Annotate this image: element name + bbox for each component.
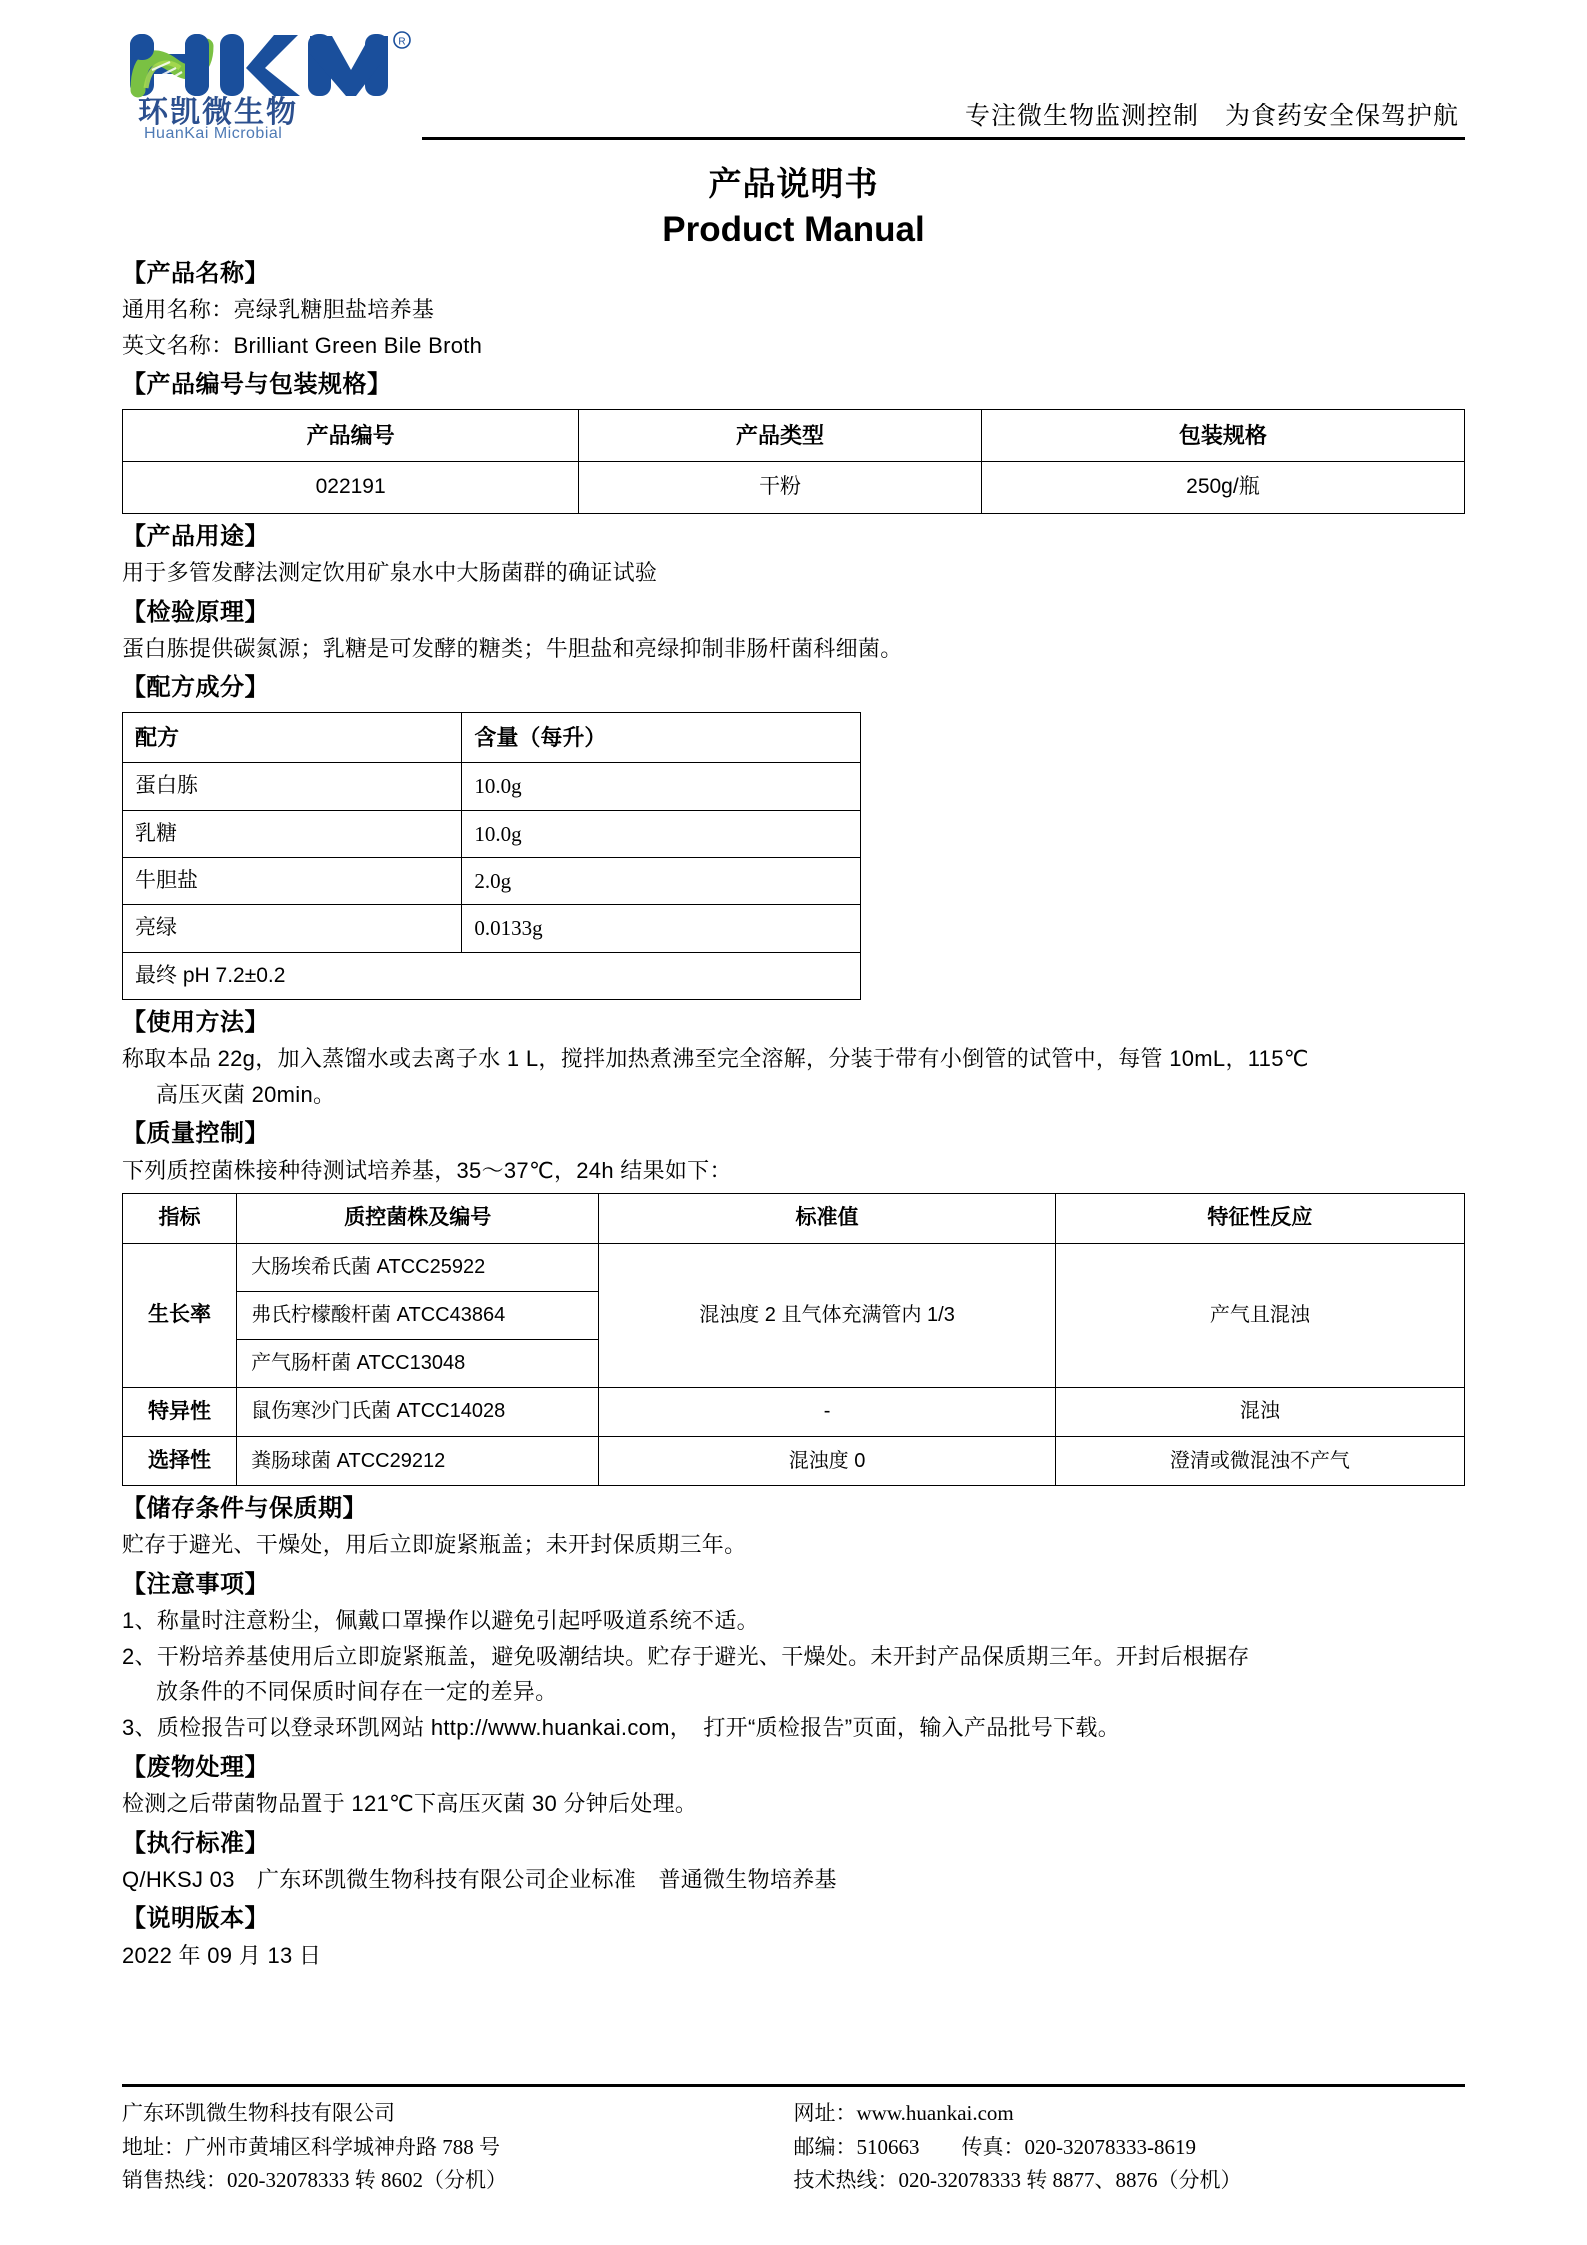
waste-text: 检测之后带菌物品置于 121℃下高压灭菌 30 分钟后处理。 xyxy=(122,1790,698,1816)
cell-product-type: 干粉 xyxy=(579,462,982,513)
section-heading-notes: 【注意事项】 xyxy=(122,1571,269,1599)
cell-indicator: 生长率 xyxy=(123,1243,237,1387)
section-heading-quality-control: 【质量控制】 xyxy=(122,1120,269,1148)
cell-reaction: 混浊 xyxy=(1055,1387,1464,1436)
principle-text: 蛋白胨提供碳氮源；乳糖是可发酵的糖类；牛胆盐和亮绿抑制非肠杆菌科细菌。 xyxy=(122,635,903,661)
table-row-ph xyxy=(123,952,861,999)
cell-amount: 2.0g xyxy=(462,857,860,904)
table-row xyxy=(123,1243,1465,1291)
page-title xyxy=(122,162,1465,252)
cell-strain: 大肠埃希氏菌 ATCC25922 xyxy=(237,1243,599,1291)
footer-columns xyxy=(122,2097,1465,2197)
col-product-type: 产品类型 xyxy=(579,409,982,462)
col-standard-value: 标准值 xyxy=(599,1194,1055,1243)
svg-text:R: R xyxy=(398,36,406,48)
table-row xyxy=(123,905,861,952)
table-row xyxy=(123,1436,1465,1485)
product-common-name: 通用名称：亮绿乳糖胆盐培养基 xyxy=(122,297,435,323)
footer-company-name: 广东环凯微生物科技有限公司 xyxy=(122,2101,395,2126)
logo-cn-name: 环凯微生物 xyxy=(138,96,298,129)
cell-reaction: 澄清或微混浊不产气 xyxy=(1055,1436,1464,1485)
footer-tech-hotline: 技术热线：020-32078333 转 8877、8876（分机） xyxy=(793,2167,1242,2192)
cell-amount: 10.0g xyxy=(462,763,860,810)
storage-text: 贮存于避光、干燥处，用后立即旋紧瓶盖；未开封保质期三年。 xyxy=(122,1532,747,1558)
footer-postcode-fax: 邮编：510663 传真：020-32078333-8619 xyxy=(793,2134,1196,2159)
formula-table xyxy=(122,712,861,1000)
header-right xyxy=(422,28,1465,140)
section-heading-usage: 【产品用途】 xyxy=(122,522,269,550)
note-item-1: 1、称量时注意粉尘，佩戴口罩操作以避免引起呼吸道系统不适。 xyxy=(122,1608,759,1634)
table-header-row xyxy=(123,409,1465,462)
table-header-row xyxy=(123,1194,1465,1243)
document-footer xyxy=(122,2084,1465,2197)
cell-reaction: 产气且混浊 xyxy=(1055,1243,1464,1387)
table-row xyxy=(123,462,1465,513)
footer-left-column xyxy=(122,2097,794,2197)
page-title-en: Product Manual xyxy=(662,209,925,249)
cell-ingredient: 蛋白胨 xyxy=(123,763,462,810)
cell-final-ph: 最终 pH 7.2±0.2 xyxy=(123,952,861,999)
section-heading-product-code: 【产品编号与包装规格】 xyxy=(122,371,392,399)
cell-strain: 产气肠杆菌 ATCC13048 xyxy=(237,1339,599,1387)
company-logo xyxy=(122,28,422,140)
company-slogan: 专注微生物监测控制 为食药安全保驾护航 xyxy=(964,102,1459,130)
col-product-code: 产品编号 xyxy=(123,409,579,462)
footer-address: 地址：广州市黄埔区科学城神舟路 788 号 xyxy=(122,2134,500,2159)
cell-standard-value: - xyxy=(599,1387,1055,1436)
cell-indicator: 特异性 xyxy=(123,1387,237,1436)
quality-control-table xyxy=(122,1193,1465,1486)
usage-text: 用于多管发酵法测定饮用矿泉水中大肠菌群的确证试验 xyxy=(122,559,658,585)
table-header-row xyxy=(123,712,861,763)
section-heading-version: 【说明版本】 xyxy=(122,1905,269,1933)
col-package-spec: 包装规格 xyxy=(981,409,1464,462)
section-heading-waste: 【废物处理】 xyxy=(122,1753,269,1781)
cell-package-spec: 250g/瓶 xyxy=(981,462,1464,513)
section-heading-method: 【使用方法】 xyxy=(122,1008,269,1036)
header-divider xyxy=(422,137,1465,140)
standard-text: Q/HKSJ 03 广东环凯微生物科技有限公司企业标准 普通微生物培养基 xyxy=(122,1866,837,1892)
note-item-2-line-2: 放条件的不同保质时间存在一定的差异。 xyxy=(156,1679,558,1705)
col-strain: 质控菌株及编号 xyxy=(237,1194,599,1243)
section-heading-formula: 【配方成分】 xyxy=(122,674,269,702)
hkm-logo-icon xyxy=(122,28,422,140)
footer-divider xyxy=(122,2084,1465,2087)
cell-standard-value: 混浊度 2 且气体充满管内 1/3 xyxy=(599,1243,1055,1387)
cell-ingredient: 牛胆盐 xyxy=(123,857,462,904)
table-row xyxy=(123,763,861,810)
cell-strain: 粪肠球菌 ATCC29212 xyxy=(237,1436,599,1485)
version-text: 2022 年 09 月 13 日 xyxy=(122,1942,322,1968)
method-line-2: 高压灭菌 20min。 xyxy=(156,1081,336,1107)
col-characteristic-reaction: 特征性反应 xyxy=(1055,1194,1464,1243)
col-indicator: 指标 xyxy=(123,1194,237,1243)
cell-ingredient: 乳糖 xyxy=(123,810,462,857)
col-formula-name: 配方 xyxy=(123,712,462,763)
section-heading-standard: 【执行标准】 xyxy=(122,1829,269,1857)
method-line-1: 称取本品 22g，加入蒸馏水或去离子水 1 L，搅拌加热煮沸至完全溶解，分装于带有小倒管的试管中，每管 10mL，115℃ xyxy=(122,1046,1309,1072)
cell-strain: 弗氏柠檬酸杆菌 ATCC43864 xyxy=(237,1291,599,1339)
cell-standard-value: 混浊度 0 xyxy=(599,1436,1055,1485)
note-item-2-line-1: 2、干粉培养基使用后立即旋紧瓶盖，避免吸潮结块。贮存于避光、干燥处。未开封产品保质期三年。开封后根据存 xyxy=(122,1643,1250,1669)
cell-product-code: 022191 xyxy=(123,462,579,513)
page-title-cn: 产品说明书 xyxy=(708,165,879,202)
package-spec-table xyxy=(122,409,1465,514)
table-row xyxy=(123,1387,1465,1436)
footer-right-column xyxy=(794,2097,1466,2197)
cell-ingredient: 亮绿 xyxy=(123,905,462,952)
note-item-3: 3、质检报告可以登录环凯网站 http://www.huankai.com， 打开“质检报告”页面，输入产品批号下载。 xyxy=(122,1715,1121,1741)
quality-control-intro: 下列质控菌株接种待测试培养基，35～37℃，24h 结果如下： xyxy=(122,1157,732,1183)
cell-amount: 0.0133g xyxy=(462,905,860,952)
section-heading-principle: 【检验原理】 xyxy=(122,598,269,626)
footer-sales-hotline: 销售热线：020-32078333 转 8602（分机） xyxy=(122,2167,507,2192)
logo-en-name: HuanKai Microbial xyxy=(144,125,283,140)
section-heading-product-name: 【产品名称】 xyxy=(122,260,269,288)
col-formula-amount: 含量（每升） xyxy=(462,712,860,763)
table-row xyxy=(123,857,861,904)
cell-strain: 鼠伤寒沙门氏菌 ATCC14028 xyxy=(237,1387,599,1436)
document-header xyxy=(122,28,1465,140)
cell-indicator: 选择性 xyxy=(123,1436,237,1485)
product-english-name: 英文名称：Brilliant Green Bile Broth xyxy=(122,332,483,358)
table-row xyxy=(123,810,861,857)
section-heading-storage: 【储存条件与保质期】 xyxy=(122,1495,367,1523)
cell-amount: 10.0g xyxy=(462,810,860,857)
footer-website: 网址：www.huankai.com xyxy=(793,2101,1014,2126)
